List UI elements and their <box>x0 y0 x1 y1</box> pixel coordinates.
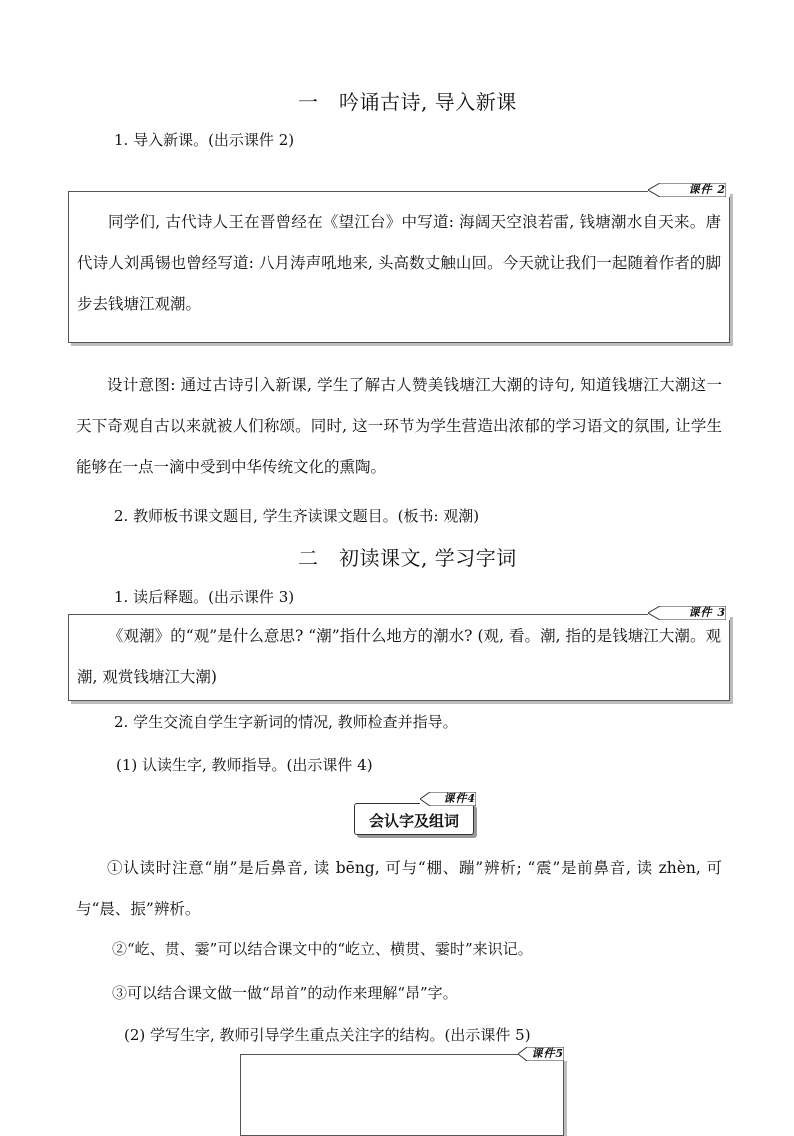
courseware-tag-2: 课件 2 <box>648 183 730 197</box>
step-2-1: 1. 读后释题。(出示课件 3) <box>114 588 295 606</box>
section-heading-1: 一 吟诵古诗, 导入新课 <box>298 90 517 114</box>
note-2: ②“屹、贯、霎”可以结合课文中的“屹立、横贯、霎时”来识记。 <box>112 940 533 958</box>
sub-step-2: (2) 学写生字, 教师引导学生重点关注字的结构。(出示课件 5) <box>124 1026 531 1044</box>
recognize-words-button[interactable] <box>354 803 474 835</box>
courseware-card-5 <box>240 1054 564 1136</box>
step-2-2: 2. 学生交流自学生字新词的情况, 教师检查并指导。 <box>114 713 458 731</box>
step-1-2: 2. 教师板书课文题目, 学生齐读课文题目。(板书: 观潮) <box>114 507 480 525</box>
courseware-tag-4: 课件4 <box>420 792 480 806</box>
courseware-card-3 <box>68 614 730 701</box>
design-intent: 设计意图: 通过古诗引入新课, 学生了解古人赞美钱塘江大潮的诗句, 知道钱塘江大潮这一天下奇观自古以来就被人们称颂。同时, 这一环节为学生营造出浓郁的学习语文的氛围, 让学生能够在一点一滴中受到中华传统文化的熏陶。 <box>76 376 722 476</box>
note-1: ①认读时注意“崩”是后鼻音, 读 bēng, 可与“棚、蹦”辨析; “震”是前鼻音, 读 zhèn, 可与“晨、振”辨析。 <box>76 859 722 918</box>
courseware-tag-5: 课件5 <box>518 1047 568 1061</box>
recognize-words-label: 会认字及组词 <box>368 812 459 830</box>
card-2-text: 同学们, 古代诗人王在晋曾经在《望江台》中写道: 海阔天空浪若雷, 钱塘潮水自天来。唐代诗人刘禹锡也曾经写道: 八月涛声吼地来, 头高数丈触山回。今天就让我们一起随着作者的脚步去钱塘江观潮。 <box>77 213 721 313</box>
sub-step-1: (1) 认读生字, 教师指导。(出示课件 4) <box>116 756 373 774</box>
courseware-card-2 <box>68 191 730 343</box>
courseware-tag-3: 课件 3 <box>648 606 730 620</box>
step-1-1: 1. 导入新课。(出示课件 2) <box>114 131 295 149</box>
note-3: ③可以结合课文做一做“昂首”的动作来理解“昂”字。 <box>112 984 458 1002</box>
card-3-text: 《观潮》的“观”是什么意思? “潮”指什么地方的潮水? (观, 看。潮, 指的是钱塘江大潮。观潮, 观赏钱塘江大潮) <box>77 627 721 686</box>
section-heading-2: 二 初读课文, 学习字词 <box>298 546 517 570</box>
